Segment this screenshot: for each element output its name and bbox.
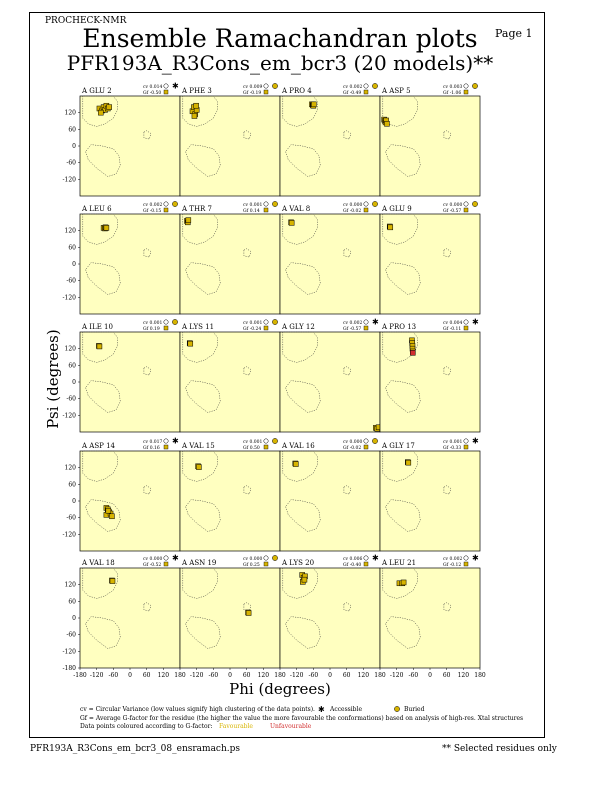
legend-cv-text: cv = Circular Variance (low values signify high clustering of the data points). <box>80 706 315 713</box>
cv-circle-icon <box>464 439 468 443</box>
y-tick-label: -120 <box>62 648 76 656</box>
data-point <box>388 225 393 230</box>
legend-buried-label: Buried <box>404 706 425 713</box>
gf-swatch-icon <box>164 445 168 449</box>
data-point <box>97 344 102 349</box>
panel-gf: Gf -0.15 <box>143 209 162 214</box>
panel-cv: cv 0.000 <box>343 203 363 208</box>
x-tick-label: -60 <box>208 672 219 679</box>
accessible-icon: ✱ <box>472 436 479 446</box>
data-point <box>302 577 307 582</box>
panel-cv: cv 0.001 <box>243 440 263 445</box>
panel-a-ile-10 <box>80 332 180 432</box>
y-tick-label: 60 <box>68 244 76 252</box>
panel-cv: cv 0.002 <box>343 85 363 90</box>
accessible-icon: ✱ <box>172 436 179 446</box>
panel-a-pro-4 <box>280 96 380 196</box>
panel-cv: cv 0.001 <box>243 203 263 208</box>
cv-circle-icon <box>364 320 368 324</box>
cv-circle-icon <box>364 439 368 443</box>
x-tick-label: 180 <box>374 672 386 679</box>
panel-cv: cv 0.000 <box>243 557 263 562</box>
data-point <box>289 220 294 225</box>
panel-cv: cv 0.001 <box>443 440 463 445</box>
data-point <box>401 580 406 585</box>
cv-circle-icon <box>164 556 168 560</box>
panel-a-thr-7 <box>180 214 280 314</box>
panel-cv: cv 0.001 <box>143 321 163 326</box>
panel-a-asp-5 <box>380 96 480 196</box>
buried-icon <box>472 83 477 88</box>
cv-circle-icon <box>264 320 268 324</box>
y-tick-label: -120 <box>62 531 76 539</box>
y-tick-label: -60 <box>66 277 76 285</box>
gf-swatch-icon <box>464 208 468 212</box>
panel-label: A GLY 17 <box>382 442 415 450</box>
panel-a-val-18 <box>80 568 180 668</box>
y-tick-label: 120 <box>64 345 76 353</box>
panel-label: A ASP 5 <box>382 87 411 95</box>
data-point <box>311 102 316 107</box>
buried-icon <box>272 438 277 443</box>
y-tick-label: -120 <box>62 176 76 184</box>
panel-cv: cv 0.000 <box>143 557 163 562</box>
y-tick-label: 120 <box>64 109 76 117</box>
panel-a-leu-21 <box>380 568 480 668</box>
x-tick-label: 120 <box>257 672 270 679</box>
panel-gf: Gf -0.57 <box>343 327 362 332</box>
data-point <box>110 579 115 584</box>
legend-favourable: Favourable <box>219 723 253 730</box>
panel-a-asn-19 <box>180 568 280 668</box>
x-axis-label: Phi (degrees) <box>229 680 331 698</box>
y-tick-label: 0 <box>72 498 76 505</box>
data-point <box>186 218 191 223</box>
cv-circle-icon <box>464 84 468 88</box>
data-point <box>246 611 251 616</box>
y-tick-label: -120 <box>62 412 76 420</box>
panel-gf: Gf -0.02 <box>343 209 362 214</box>
y-tick-label: -60 <box>66 631 76 639</box>
panel-gf: Gf 0.14 <box>243 209 260 214</box>
x-tick-label: 0 <box>428 672 432 679</box>
panel-label: A ASP 14 <box>82 442 115 450</box>
legend-buried-icon <box>394 706 399 711</box>
panel-label: A VAL 15 <box>182 442 215 450</box>
y-tick-label: 60 <box>68 481 76 489</box>
panel-label: A PRO 13 <box>382 323 417 331</box>
buried-icon <box>272 201 277 206</box>
main-title: Ensemble Ramachandran plots <box>82 24 478 53</box>
panel-cv: cv 0.002 <box>343 321 363 326</box>
x-tick-label: 180 <box>474 672 486 679</box>
legend-accessible-icon: ✱ <box>318 705 325 714</box>
panel-gf: Gf -0.11 <box>443 327 462 332</box>
cv-circle-icon <box>164 439 168 443</box>
x-tick-label: 60 <box>242 672 251 679</box>
panel-a-leu-6 <box>80 214 180 314</box>
y-tick-label: -120 <box>62 294 76 302</box>
buried-icon <box>372 438 377 443</box>
panel-label: A GLY 12 <box>282 323 315 331</box>
buried-icon <box>372 83 377 88</box>
x-tick-label: 120 <box>357 672 370 679</box>
accessible-icon: ✱ <box>472 553 479 563</box>
buried-icon <box>472 201 477 206</box>
x-tick-label: -120 <box>289 672 304 679</box>
legend-colour-text: Data points coloured according to G-factor: <box>80 723 213 730</box>
panel-a-pro-13 <box>380 332 480 432</box>
x-tick-label: 60 <box>142 672 151 679</box>
x-tick-label: -60 <box>308 672 319 679</box>
accessible-icon: ✱ <box>172 81 179 91</box>
y-tick-label: 60 <box>68 598 76 606</box>
panel-label: A VAL 8 <box>282 205 311 213</box>
accessible-icon: ✱ <box>172 553 179 563</box>
data-point <box>384 121 389 126</box>
data-point <box>192 114 197 119</box>
panel-gf: Gf -0.02 <box>343 446 362 451</box>
x-tick-label: -60 <box>408 672 419 679</box>
panel-gf: Gf -0.12 <box>443 563 462 568</box>
panel-a-glu-9 <box>380 214 480 314</box>
buried-icon <box>272 555 277 560</box>
gf-swatch-icon <box>364 90 368 94</box>
panel-cv: cv 0.009 <box>243 85 263 90</box>
data-point <box>406 460 411 465</box>
gf-swatch-icon <box>164 326 168 330</box>
x-tick-label: -120 <box>189 672 204 679</box>
panel-gf: Gf -0.57 <box>443 209 462 214</box>
panel-label: A ASN 19 <box>182 559 217 567</box>
cv-circle-icon <box>364 202 368 206</box>
data-point <box>104 225 109 230</box>
panel-cv: cv 0.004 <box>443 321 463 326</box>
panel-gf: Gf -0.40 <box>343 563 362 568</box>
data-point-unfavourable <box>410 350 415 355</box>
legend-accessible-label: Accessible <box>330 706 362 713</box>
cv-circle-icon <box>464 202 468 206</box>
x-tick-label: 60 <box>342 672 351 679</box>
data-point <box>196 465 201 470</box>
panel-cv: cv 0.000 <box>443 203 463 208</box>
panel-cv: cv 0.003 <box>443 85 463 90</box>
data-point <box>293 462 298 467</box>
x-tick-label: 0 <box>128 672 132 679</box>
panel-label: A PRO 4 <box>282 87 312 95</box>
x-tick-label: -180 <box>73 672 87 679</box>
gf-swatch-icon <box>464 326 468 330</box>
data-point <box>107 105 112 110</box>
panel-cv: cv 0.000 <box>343 440 363 445</box>
panel-a-gly-12 <box>280 332 380 432</box>
x-tick-label: -120 <box>89 672 104 679</box>
panel-label: A LYS 11 <box>182 323 215 331</box>
y-tick-label: 120 <box>64 581 76 589</box>
panel-gf: Gf -0.49 <box>343 91 362 96</box>
gf-swatch-icon <box>264 445 268 449</box>
y-tick-label: 0 <box>72 143 76 150</box>
gf-swatch-icon <box>364 326 368 330</box>
panel-cv: cv 0.002 <box>443 557 463 562</box>
cv-circle-icon <box>264 84 268 88</box>
y-tick-label: -60 <box>66 159 76 167</box>
panel-gf: Gf 0.19 <box>143 327 160 332</box>
panel-cv: cv 0.017 <box>143 440 163 445</box>
x-tick-label: -60 <box>108 672 119 679</box>
panel-label: A GLU 2 <box>82 87 112 95</box>
panel-a-glu-2 <box>80 96 180 196</box>
panel-label: A LEU 21 <box>382 559 417 567</box>
panel-label: A GLU 9 <box>382 205 412 213</box>
cv-circle-icon <box>264 202 268 206</box>
data-point <box>98 110 103 115</box>
x-tick-label: 120 <box>457 672 470 679</box>
panel-a-gly-17 <box>380 451 480 551</box>
gf-swatch-icon <box>264 562 268 566</box>
y-tick-label: 0 <box>72 615 76 622</box>
gf-swatch-icon <box>164 562 168 566</box>
y-tick-label: 0 <box>72 261 76 268</box>
accessible-icon: ✱ <box>472 317 479 327</box>
panel-label: A PHE 3 <box>182 87 212 95</box>
panel-a-lys-11 <box>180 332 280 432</box>
y-tick-label: -180 <box>62 665 76 672</box>
panel-gf: Gf 0.16 <box>143 446 160 451</box>
page-number: Page 1 <box>495 27 533 40</box>
buried-icon <box>372 201 377 206</box>
x-tick-label: 120 <box>157 672 170 679</box>
data-point <box>194 103 199 108</box>
gf-swatch-icon <box>164 90 168 94</box>
x-tick-label: 60 <box>442 672 451 679</box>
x-tick-label: 0 <box>228 672 232 679</box>
legend-gf-text: Gf = Average G-factor for the residue (the higher the value the more favourable the conformations) based on analysis of high-res. Xtal structures <box>80 715 524 722</box>
gf-swatch-icon <box>264 208 268 212</box>
cv-circle-icon <box>164 202 168 206</box>
panel-gf: Gf -0.24 <box>243 327 262 332</box>
y-tick-label: -60 <box>66 395 76 403</box>
gf-swatch-icon <box>264 90 268 94</box>
panel-a-val-15 <box>180 451 280 551</box>
data-point <box>188 341 193 346</box>
buried-icon <box>272 319 277 324</box>
x-tick-label: 180 <box>174 672 186 679</box>
data-point <box>106 508 111 513</box>
data-point <box>109 514 114 519</box>
cv-circle-icon <box>164 84 168 88</box>
x-tick-label: 0 <box>328 672 332 679</box>
gf-swatch-icon <box>164 208 168 212</box>
panel-label: A VAL 18 <box>82 559 115 567</box>
panel-gf: Gf 0.50 <box>243 446 260 451</box>
y-tick-label: 120 <box>64 464 76 472</box>
y-tick-label: 120 <box>64 227 76 235</box>
panel-cv: cv 0.002 <box>143 203 163 208</box>
buried-icon <box>272 83 277 88</box>
panel-label: A LYS 20 <box>282 559 315 567</box>
gf-swatch-icon <box>364 445 368 449</box>
gf-swatch-icon <box>464 562 468 566</box>
y-tick-label: 60 <box>68 126 76 134</box>
panel-cv: cv 0.001 <box>243 321 263 326</box>
gf-swatch-icon <box>464 90 468 94</box>
cv-circle-icon <box>464 556 468 560</box>
gf-swatch-icon <box>464 445 468 449</box>
panel-a-asp-14 <box>80 451 180 551</box>
accessible-icon: ✱ <box>372 317 379 327</box>
panel-gf: Gf -0.19 <box>243 91 262 96</box>
cv-circle-icon <box>364 84 368 88</box>
cv-circle-icon <box>464 320 468 324</box>
footer-filename: PFR193A_R3Cons_em_bcr3_08_ensramach.ps <box>30 744 241 754</box>
x-tick-label: 180 <box>274 672 286 679</box>
y-tick-label: 0 <box>72 379 76 386</box>
panel-cv: cv 0.014 <box>143 85 163 90</box>
x-tick-label: -120 <box>389 672 404 679</box>
buried-icon <box>172 319 177 324</box>
panel-a-lys-20 <box>280 568 380 668</box>
legend-unfavourable: Unfavourable <box>270 723 312 730</box>
panel-gf: Gf -0.50 <box>143 91 162 96</box>
y-tick-label: -60 <box>66 514 76 522</box>
sub-title: PFR193A_R3Cons_em_bcr3 (20 models)** <box>66 51 494 75</box>
cv-circle-icon <box>364 556 368 560</box>
y-tick-label: 60 <box>68 362 76 370</box>
accessible-icon: ✱ <box>372 553 379 563</box>
cv-circle-icon <box>164 320 168 324</box>
panel-gf: Gf -0.33 <box>443 446 462 451</box>
footer-note: ** Selected residues only <box>442 744 557 754</box>
panel-gf: Gf 0.25 <box>243 563 260 568</box>
panel-label: A THR 7 <box>182 205 213 213</box>
panel-gf: Gf -1.06 <box>443 91 462 96</box>
buried-icon <box>172 201 177 206</box>
panel-gf: Gf -0.52 <box>143 563 162 568</box>
panel-label: A VAL 16 <box>282 442 315 450</box>
panel-cv: cv 0.006 <box>343 557 363 562</box>
y-axis-label: Psi (degrees) <box>44 329 62 429</box>
gf-swatch-icon <box>264 326 268 330</box>
panel-a-val-8 <box>280 214 380 314</box>
panel-label: A ILE 10 <box>82 323 113 331</box>
panel-label: A LEU 6 <box>82 205 112 213</box>
gf-swatch-icon <box>364 208 368 212</box>
gf-swatch-icon <box>364 562 368 566</box>
cv-circle-icon <box>264 439 268 443</box>
program-name: PROCHECK-NMR <box>45 16 127 26</box>
cv-circle-icon <box>264 556 268 560</box>
